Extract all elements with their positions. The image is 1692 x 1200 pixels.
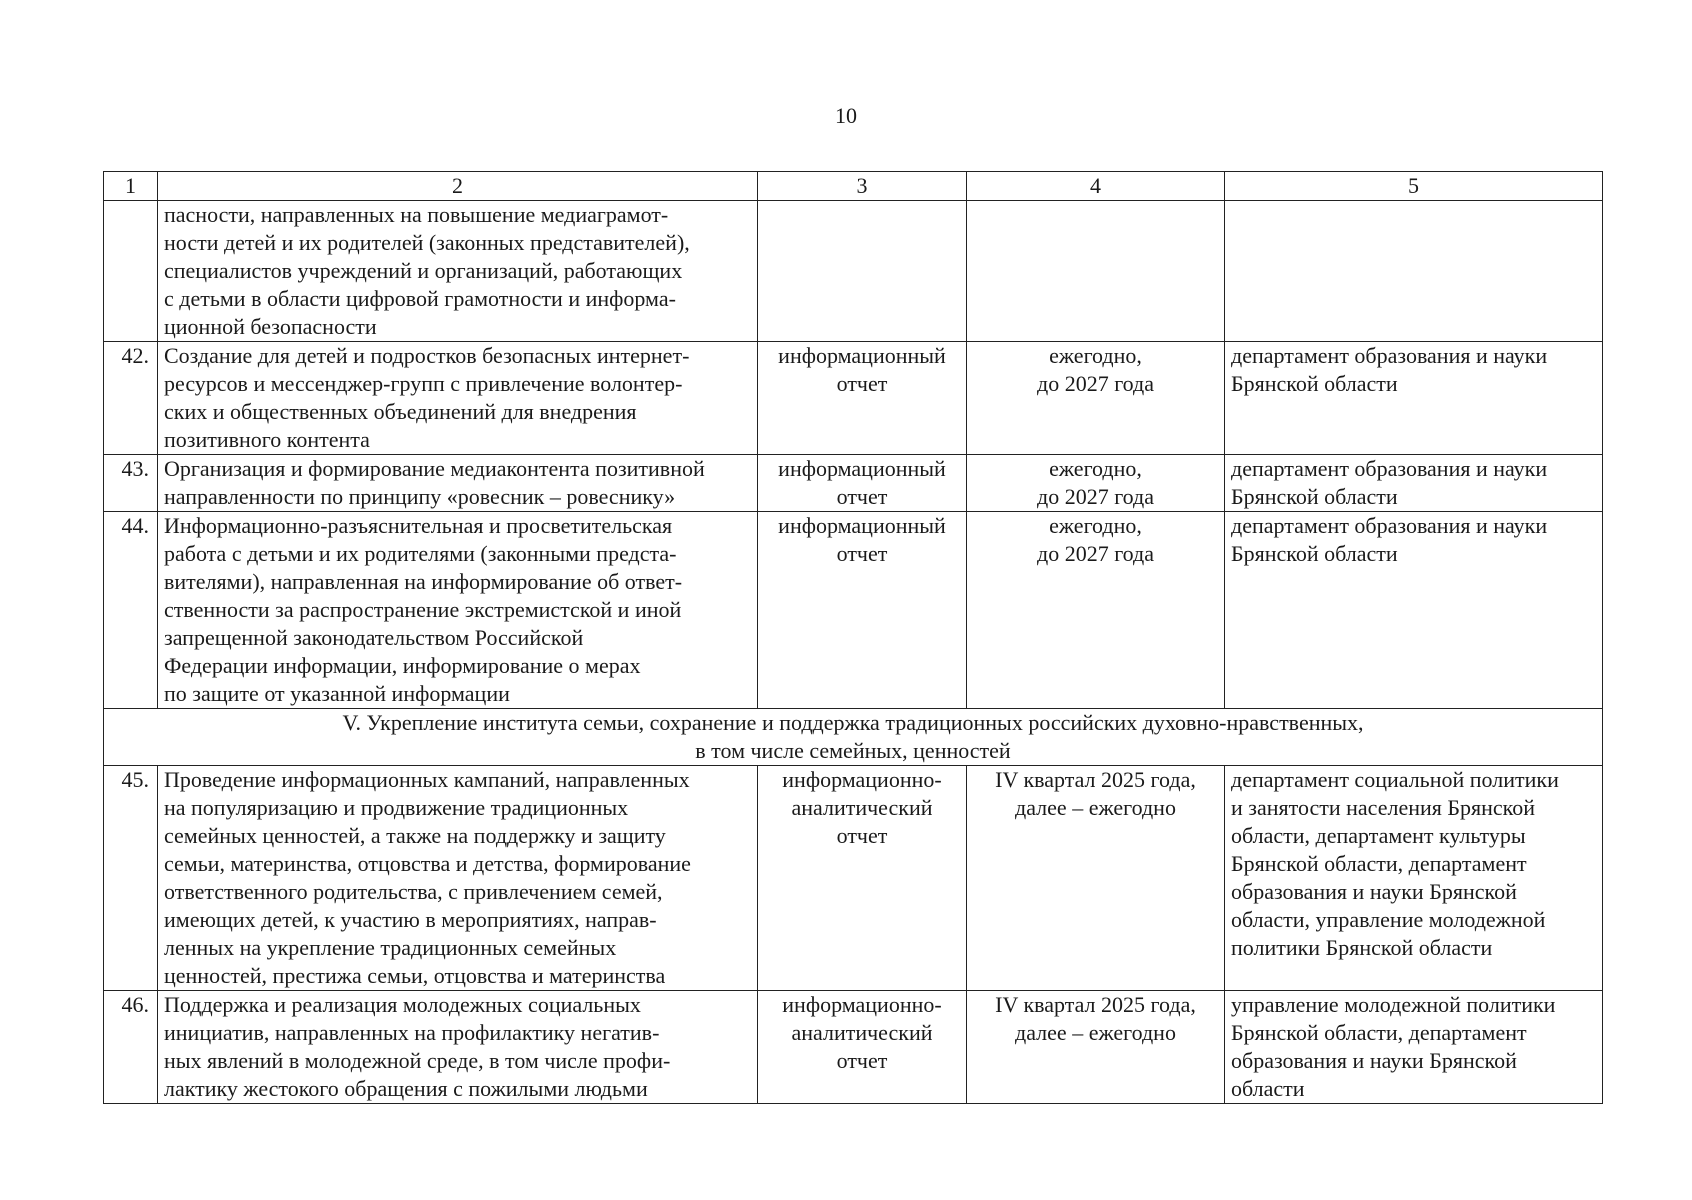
form-line: отчет (836, 484, 888, 509)
name-line: работа с детьми и их родителями (законными предста- (164, 541, 677, 566)
name-line: семьи, материнства, отцовства и детства, формирование (164, 851, 691, 876)
exec-cell (1225, 766, 1603, 991)
table-row-45 (104, 766, 1603, 991)
exec-line: департамент образования и науки (1231, 343, 1548, 368)
exec-line: и занятости населения Брянской (1231, 795, 1536, 820)
name-line: ответственного родительства, с привлечением семей, (164, 879, 663, 904)
name-line: имеющих детей, к участию в мероприятиях, направ- (164, 907, 657, 932)
name-line: пасности, направленных на повышение медиаграмот- (164, 202, 669, 227)
exec-cell (1225, 455, 1603, 512)
form-line: информационный (778, 456, 946, 481)
form-line: информационно- (782, 767, 942, 792)
form-cell (758, 512, 967, 709)
term-cell (967, 991, 1225, 1104)
name-line: позитивного контента (164, 427, 370, 452)
term-cell (967, 512, 1225, 709)
name-line: на популяризацию и продвижение традиционных (164, 795, 629, 820)
form-cell (758, 991, 967, 1104)
name-line: специалистов учреждений и организаций, работающих (164, 258, 683, 283)
row-number: 46. (104, 991, 158, 1104)
term-line: далее – ежегодно (1015, 1020, 1176, 1045)
table-row-42 (104, 342, 1603, 455)
form-line: отчет (836, 371, 888, 396)
name-cell (158, 201, 758, 342)
section-heading (104, 709, 1603, 766)
exec-line: области, департамент культуры (1231, 823, 1526, 848)
form-line: аналитический (791, 1020, 933, 1045)
name-cell (158, 991, 758, 1104)
term-line: далее – ежегодно (1015, 795, 1176, 820)
form-line: отчет (836, 823, 888, 848)
exec-line: политики Брянской области (1231, 935, 1493, 960)
form-line: информационный (778, 513, 946, 538)
exec-line: образования и науки Брянской (1231, 879, 1517, 904)
term-line: до 2027 года (1037, 541, 1154, 566)
num-cell (104, 201, 158, 342)
form-line: отчет (836, 1048, 888, 1073)
name-line: Организация и формирование медиаконтента позитивной (164, 456, 705, 481)
term-line: ежегодно, (1049, 456, 1142, 481)
term-cell (967, 455, 1225, 512)
header-cell-5: 5 (1225, 172, 1603, 201)
form-line: аналитический (791, 795, 933, 820)
name-line: Поддержка и реализация молодежных социальных (164, 992, 641, 1017)
exec-line: области, управление молодежной (1231, 907, 1546, 932)
exec-line: управление молодежной политики (1231, 992, 1556, 1017)
exec-cell (1225, 512, 1603, 709)
exec-line: Брянской области (1231, 484, 1398, 509)
name-cell (158, 455, 758, 512)
name-line: семейных ценностей, а также на поддержку и защиту (164, 823, 666, 848)
name-line: запрещенной законодательством Российской (164, 625, 584, 650)
name-line: ционной безопасности (164, 314, 377, 339)
form-cell (758, 342, 967, 455)
name-cell (158, 766, 758, 991)
name-line: Создание для детей и подростков безопасных интернет- (164, 343, 690, 368)
name-line: направленности по принципу «ровесник – ровеснику» (164, 484, 676, 509)
exec-cell (1225, 342, 1603, 455)
header-cell-4: 4 (967, 172, 1225, 201)
name-line: ности детей и их родителей (законных представителей), (164, 230, 690, 255)
row-number: 44. (104, 512, 158, 709)
term-cell (967, 201, 1225, 342)
exec-line: Брянской области (1231, 371, 1398, 396)
form-cell (758, 766, 967, 991)
exec-line: Брянской области (1231, 541, 1398, 566)
term-cell (967, 342, 1225, 455)
exec-cell (1225, 201, 1603, 342)
header-cell-1: 1 (104, 172, 158, 201)
name-cell (158, 512, 758, 709)
term-cell (967, 766, 1225, 991)
table-header-row (104, 172, 1603, 201)
table-row-46 (104, 991, 1603, 1104)
name-line: ственности за распространение экстремистской и иной (164, 597, 682, 622)
exec-line: образования и науки Брянской (1231, 1048, 1517, 1073)
name-line: по защите от указанной информации (164, 681, 510, 706)
name-line: ных явлений в молодежной среде, в том числе профи- (164, 1048, 671, 1073)
form-cell (758, 201, 967, 342)
name-cell (158, 342, 758, 455)
name-line: ценностей, престижа семьи, отцовства и материнства (164, 963, 666, 988)
name-line: с детьми в области цифровой грамотности и информа- (164, 286, 676, 311)
name-line: Проведение информационных кампаний, направленных (164, 767, 690, 792)
term-line: до 2027 года (1037, 371, 1154, 396)
name-line: ских и общественных объединений для внедрения (164, 399, 637, 424)
exec-line: департамент социальной политики (1231, 767, 1559, 792)
term-line: IV квартал 2025 года, (995, 992, 1196, 1017)
name-line: ленных на укрепление традиционных семейных (164, 935, 617, 960)
exec-line: департамент образования и науки (1231, 513, 1548, 538)
section-heading-row (104, 709, 1603, 766)
page-number: 10 (835, 103, 857, 128)
form-line: информационный (778, 343, 946, 368)
form-line: информационно- (782, 992, 942, 1017)
name-line: ресурсов и мессенджер-групп с привлечение волонтер- (164, 371, 683, 396)
name-line: инициатив, направленных на профилактику негатив- (164, 1020, 660, 1045)
name-line: вителями), направленная на информирование об ответ- (164, 569, 683, 594)
row-number: 42. (104, 342, 158, 455)
term-line: до 2027 года (1037, 484, 1154, 509)
section-heading-line: V. Укрепление института семьи, сохранение и поддержка традиционных российских духовно-нравственных, (342, 710, 1364, 735)
table-row-43 (104, 455, 1603, 512)
name-line: Федерации информации, информирование о мерах (164, 653, 641, 678)
table-row-44 (104, 512, 1603, 709)
form-cell (758, 455, 967, 512)
plan-table (103, 171, 1603, 1104)
header-cell-3: 3 (758, 172, 967, 201)
table-row-continuation (104, 201, 1603, 342)
header-cell-2: 2 (158, 172, 758, 201)
exec-cell (1225, 991, 1603, 1104)
term-line: ежегодно, (1049, 343, 1142, 368)
exec-line: Брянской области, департамент (1231, 851, 1527, 876)
term-line: ежегодно, (1049, 513, 1142, 538)
row-number: 43. (104, 455, 158, 512)
term-line: IV квартал 2025 года, (995, 767, 1196, 792)
name-line: Информационно-разъяснительная и просветительская (164, 513, 673, 538)
name-line: лактику жестокого обращения с пожилыми людьми (164, 1076, 648, 1101)
exec-line: Брянской области, департамент (1231, 1020, 1527, 1045)
section-heading-line: в том числе семейных, ценностей (695, 738, 1011, 763)
form-line: отчет (836, 541, 888, 566)
exec-line: области (1231, 1076, 1305, 1101)
exec-line: департамент образования и науки (1231, 456, 1548, 481)
row-number: 45. (104, 766, 158, 991)
